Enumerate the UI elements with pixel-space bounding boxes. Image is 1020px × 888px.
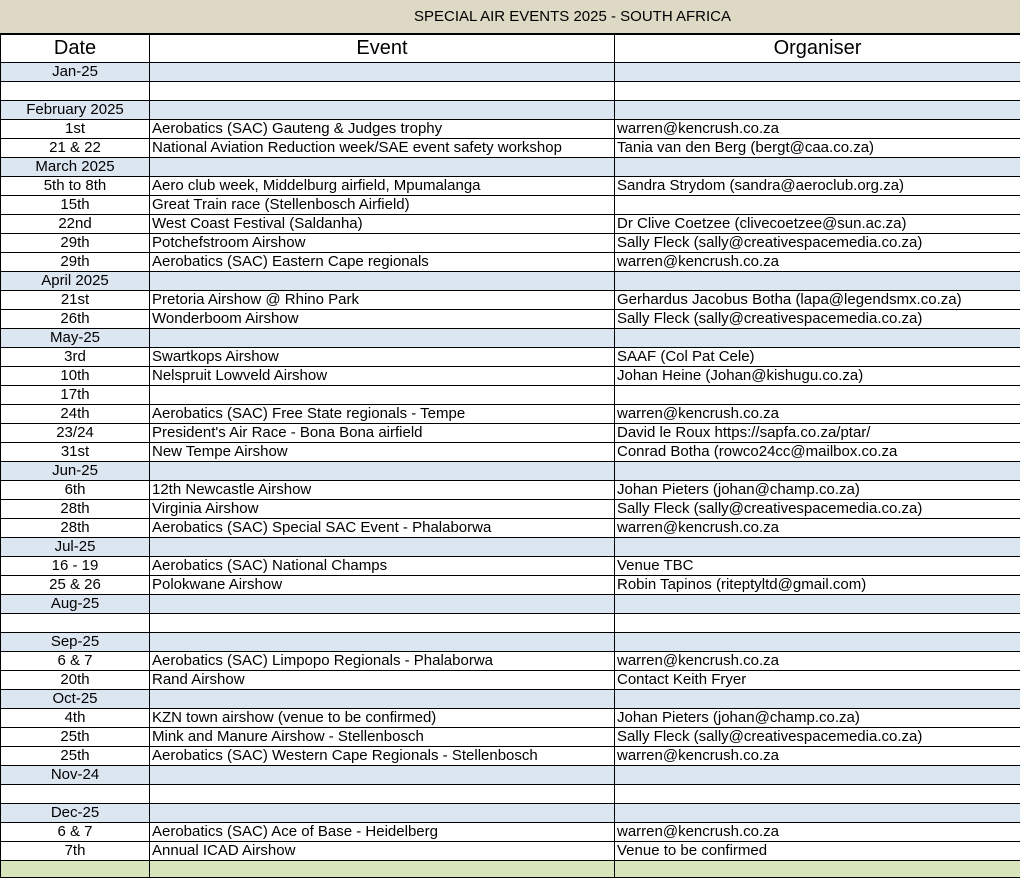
event-cell[interactable] (150, 101, 615, 120)
date-cell[interactable]: Aug-25 (1, 595, 150, 614)
organiser-cell[interactable]: Sandra Strydom (sandra@aeroclub.org.za) (615, 177, 1020, 196)
date-cell[interactable]: 16 - 19 (1, 557, 150, 576)
event-cell[interactable]: Wonderboom Airshow (150, 310, 615, 329)
event-cell[interactable] (150, 861, 615, 878)
event-cell[interactable]: New Tempe Airshow (150, 443, 615, 462)
organiser-cell[interactable]: Contact Keith Fryer (615, 671, 1020, 690)
date-cell[interactable]: 5th to 8th (1, 177, 150, 196)
date-cell[interactable]: 28th (1, 519, 150, 538)
date-cell[interactable]: 1st (1, 120, 150, 139)
table-row (1, 196, 1020, 215)
organiser-cell[interactable] (615, 63, 1020, 82)
organiser-cell[interactable] (615, 462, 1020, 481)
organiser-cell[interactable]: warren@kencrush.co.za (615, 652, 1020, 671)
event-cell[interactable] (150, 614, 615, 633)
table-row (1, 177, 1020, 196)
date-cell[interactable]: 15th (1, 196, 150, 215)
organiser-cell[interactable]: Gerhardus Jacobus Botha (lapa@legendsmx.co.za) (615, 291, 1020, 310)
table-row (1, 443, 1020, 462)
date-cell[interactable]: 24th (1, 405, 150, 424)
date-cell[interactable]: 25 & 26 (1, 576, 150, 595)
month-row (1, 690, 1020, 709)
date-cell[interactable]: Jun-25 (1, 462, 150, 481)
date-cell[interactable] (1, 785, 150, 804)
month-row (1, 804, 1020, 823)
events-table (0, 34, 1020, 878)
table-row (1, 842, 1020, 861)
organiser-cell[interactable]: Robin Tapinos (riteptyltd@gmail.com) (615, 576, 1020, 595)
date-cell[interactable]: 25th (1, 747, 150, 766)
month-row (1, 633, 1020, 652)
date-cell[interactable]: 10th (1, 367, 150, 386)
organiser-cell[interactable] (615, 538, 1020, 557)
table-row (1, 785, 1020, 804)
event-cell[interactable]: Polokwane Airshow (150, 576, 615, 595)
event-cell[interactable]: Nelspruit Lowveld Airshow (150, 367, 615, 386)
event-cell[interactable]: West Coast Festival (Saldanha) (150, 215, 615, 234)
organiser-cell[interactable]: Venue TBC (615, 557, 1020, 576)
organiser-cell[interactable] (615, 785, 1020, 804)
table-row (1, 823, 1020, 842)
event-cell[interactable]: President's Air Race - Bona Bona airfield (150, 424, 615, 443)
month-row (1, 272, 1020, 291)
date-cell[interactable]: 17th (1, 386, 150, 405)
organiser-cell[interactable] (615, 766, 1020, 785)
event-cell[interactable] (150, 63, 615, 82)
event-cell[interactable] (150, 538, 615, 557)
event-cell[interactable]: Virginia Airshow (150, 500, 615, 519)
organiser-cell[interactable]: Johan Heine (Johan@kishugu.co.za) (615, 367, 1020, 386)
organiser-cell[interactable]: Johan Pieters (johan@champ.co.za) (615, 709, 1020, 728)
table-row (1, 709, 1020, 728)
date-cell[interactable] (1, 614, 150, 633)
organiser-cell[interactable]: Sally Fleck (sally@creativespacemedia.co.za) (615, 310, 1020, 329)
date-cell[interactable]: Nov-24 (1, 766, 150, 785)
event-cell[interactable] (150, 595, 615, 614)
event-cell[interactable]: Aerobatics (SAC) Ace of Base - Heidelberg (150, 823, 615, 842)
event-cell[interactable]: Great Train race (Stellenbosch Airfield) (150, 196, 615, 215)
organiser-cell[interactable] (615, 272, 1020, 291)
date-cell[interactable]: 6th (1, 481, 150, 500)
event-cell[interactable]: Aerobatics (SAC) Gauteng & Judges trophy (150, 120, 615, 139)
sheet-title: SPECIAL AIR EVENTS 2025 - SOUTH AFRICA (413, 8, 732, 25)
table-row (1, 728, 1020, 747)
organiser-cell[interactable]: Sally Fleck (sally@creativespacemedia.co.za) (615, 728, 1020, 747)
header-organiser[interactable]: Organiser (615, 35, 1020, 63)
organiser-cell[interactable]: Conrad Botha (rowco24cc@mailbox.co.za (615, 443, 1020, 462)
event-cell[interactable]: Aero club week, Middelburg airfield, Mpumalanga (150, 177, 615, 196)
date-cell[interactable]: 7th (1, 842, 150, 861)
event-cell[interactable]: Aerobatics (SAC) Western Cape Regionals - Stellenbosch (150, 747, 615, 766)
organiser-cell[interactable]: David le Roux https://sapfa.co.za/ptar/ (615, 424, 1020, 443)
event-cell[interactable] (150, 462, 615, 481)
month-row (1, 329, 1020, 348)
date-cell[interactable]: 22nd (1, 215, 150, 234)
organiser-cell[interactable]: warren@kencrush.co.za (615, 747, 1020, 766)
date-cell[interactable]: May-25 (1, 329, 150, 348)
table-row (1, 519, 1020, 538)
organiser-cell[interactable]: Johan Pieters (johan@champ.co.za) (615, 481, 1020, 500)
event-cell[interactable]: Rand Airshow (150, 671, 615, 690)
organiser-cell[interactable]: Venue to be confirmed (615, 842, 1020, 861)
date-cell[interactable]: 21st (1, 291, 150, 310)
organiser-cell[interactable]: warren@kencrush.co.za (615, 253, 1020, 272)
event-cell[interactable]: National Aviation Reduction week/SAE event safety workshop (150, 139, 615, 158)
event-cell[interactable]: Aerobatics (SAC) Limpopo Regionals - Phalaborwa (150, 652, 615, 671)
month-row (1, 766, 1020, 785)
organiser-cell[interactable] (615, 82, 1020, 101)
organiser-cell[interactable] (615, 101, 1020, 120)
table-row (1, 82, 1020, 101)
event-cell[interactable] (150, 82, 615, 101)
date-cell[interactable]: 6 & 7 (1, 823, 150, 842)
table-row (1, 652, 1020, 671)
table-row (1, 253, 1020, 272)
table-row (1, 747, 1020, 766)
date-cell[interactable]: 4th (1, 709, 150, 728)
organiser-cell[interactable] (615, 614, 1020, 633)
date-cell[interactable]: 25th (1, 728, 150, 747)
event-cell[interactable] (150, 272, 615, 291)
table-row (1, 348, 1020, 367)
table-row (1, 234, 1020, 253)
date-cell[interactable]: 3rd (1, 348, 150, 367)
organiser-cell[interactable] (615, 804, 1020, 823)
organiser-cell[interactable]: SAAF (Col Pat Cele) (615, 348, 1020, 367)
event-cell[interactable]: Mink and Manure Airshow - Stellenbosch (150, 728, 615, 747)
header-date[interactable]: Date (1, 35, 150, 63)
date-cell[interactable]: Oct-25 (1, 690, 150, 709)
event-cell[interactable]: KZN town airshow (venue to be confirmed) (150, 709, 615, 728)
event-cell[interactable]: Swartkops Airshow (150, 348, 615, 367)
event-cell[interactable] (150, 329, 615, 348)
event-cell[interactable] (150, 690, 615, 709)
organiser-cell[interactable] (615, 595, 1020, 614)
date-cell[interactable]: 21 & 22 (1, 139, 150, 158)
organiser-cell[interactable]: warren@kencrush.co.za (615, 823, 1020, 842)
event-cell[interactable] (150, 785, 615, 804)
title-bar (0, 0, 1020, 34)
organiser-cell[interactable]: warren@kencrush.co.za (615, 120, 1020, 139)
event-cell[interactable]: Aerobatics (SAC) National Champs (150, 557, 615, 576)
date-cell[interactable]: 26th (1, 310, 150, 329)
date-cell[interactable]: February 2025 (1, 101, 150, 120)
table-row (1, 614, 1020, 633)
organiser-cell[interactable]: Sally Fleck (sally@creativespacemedia.co.za) (615, 500, 1020, 519)
date-cell[interactable]: 6 & 7 (1, 652, 150, 671)
organiser-cell[interactable]: Tania van den Berg (bergt@caa.co.za) (615, 139, 1020, 158)
month-row (1, 63, 1020, 82)
organiser-cell[interactable]: Dr Clive Coetzee (clivecoetzee@sun.ac.za) (615, 215, 1020, 234)
table-row (1, 120, 1020, 139)
date-cell[interactable]: Sep-25 (1, 633, 150, 652)
table-row (1, 671, 1020, 690)
date-cell[interactable]: 23/24 (1, 424, 150, 443)
organiser-cell[interactable] (615, 386, 1020, 405)
event-cell[interactable] (150, 804, 615, 823)
event-cell[interactable]: Aerobatics (SAC) Eastern Cape regionals (150, 253, 615, 272)
date-cell[interactable]: 20th (1, 671, 150, 690)
organiser-cell[interactable]: warren@kencrush.co.za (615, 405, 1020, 424)
header-row (1, 35, 1020, 63)
table-row (1, 405, 1020, 424)
event-cell[interactable]: 12th Newcastle Airshow (150, 481, 615, 500)
organiser-cell[interactable]: warren@kencrush.co.za (615, 519, 1020, 538)
event-cell[interactable]: Pretoria Airshow @ Rhino Park (150, 291, 615, 310)
organiser-cell[interactable] (615, 861, 1020, 878)
event-cell[interactable] (150, 766, 615, 785)
month-row (1, 462, 1020, 481)
table-row (1, 424, 1020, 443)
date-cell[interactable]: April 2025 (1, 272, 150, 291)
table-row (1, 215, 1020, 234)
date-cell[interactable]: Jan-25 (1, 63, 150, 82)
date-cell[interactable]: 28th (1, 500, 150, 519)
event-cell[interactable] (150, 158, 615, 177)
organiser-cell[interactable] (615, 633, 1020, 652)
table-row (1, 481, 1020, 500)
table-row (1, 386, 1020, 405)
date-cell[interactable]: 29th (1, 253, 150, 272)
table-row (1, 576, 1020, 595)
table-row (1, 367, 1020, 386)
header-event[interactable]: Event (150, 35, 615, 63)
table-row (1, 291, 1020, 310)
date-cell[interactable]: Jul-25 (1, 538, 150, 557)
event-cell[interactable] (150, 386, 615, 405)
date-cell[interactable]: March 2025 (1, 158, 150, 177)
organiser-cell[interactable]: Sally Fleck (sally@creativespacemedia.co.za) (615, 234, 1020, 253)
organiser-cell[interactable] (615, 196, 1020, 215)
table-row (1, 500, 1020, 519)
organiser-cell[interactable] (615, 690, 1020, 709)
event-cell[interactable]: Aerobatics (SAC) Special SAC Event - Phalaborwa (150, 519, 615, 538)
table-row (1, 557, 1020, 576)
footer-row (1, 861, 1020, 878)
date-cell[interactable]: 29th (1, 234, 150, 253)
date-cell[interactable] (1, 861, 150, 878)
month-row (1, 101, 1020, 120)
table-row (1, 310, 1020, 329)
month-row (1, 538, 1020, 557)
table-row (1, 139, 1020, 158)
organiser-cell[interactable] (615, 158, 1020, 177)
date-cell[interactable]: Dec-25 (1, 804, 150, 823)
month-row (1, 158, 1020, 177)
event-cell[interactable] (150, 633, 615, 652)
month-row (1, 595, 1020, 614)
event-cell[interactable]: Annual ICAD Airshow (150, 842, 615, 861)
event-cell[interactable]: Aerobatics (SAC) Free State regionals - Tempe (150, 405, 615, 424)
date-cell[interactable] (1, 82, 150, 101)
event-cell[interactable]: Potchefstroom Airshow (150, 234, 615, 253)
date-cell[interactable]: 31st (1, 443, 150, 462)
organiser-cell[interactable] (615, 329, 1020, 348)
